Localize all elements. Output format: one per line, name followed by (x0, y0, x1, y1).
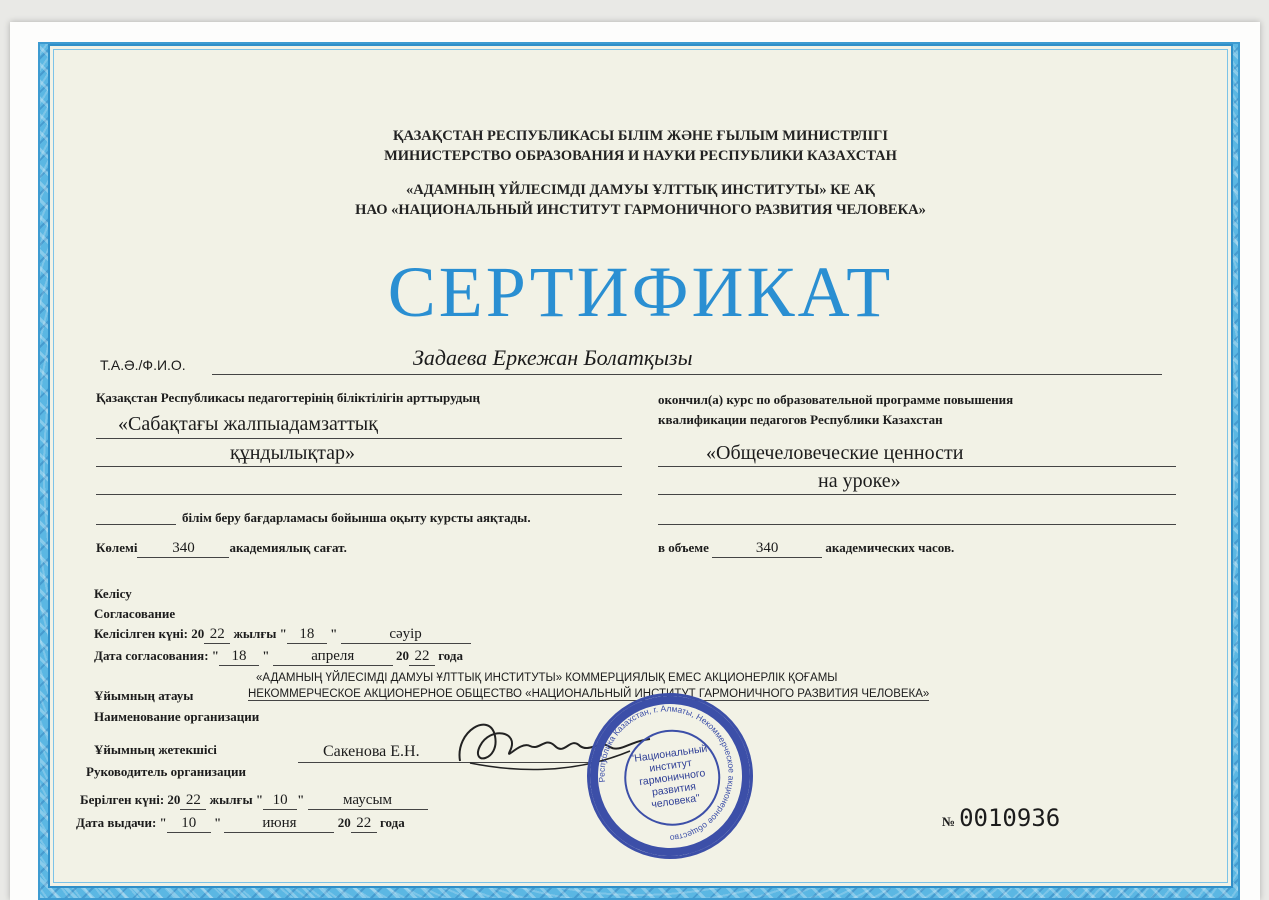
issue-date-kz-month: маусым (308, 792, 428, 810)
left-volume-value: 340 (137, 540, 229, 558)
institute-name-ru: НАО «НАЦИОНАЛЬНЫЙ ИНСТИТУТ ГАРМОНИЧНОГО РАЗВИТИЯ ЧЕЛОВЕКА» (355, 202, 926, 218)
issue-date-kz (80, 792, 428, 810)
issue-date-kz-year: 22 (180, 792, 206, 810)
issue-date-kz-mid: жылғы " (209, 792, 264, 807)
agreement-date-ru-century: 20 (395, 648, 409, 663)
left-volume (96, 540, 347, 558)
agreement-date-ru-quote: " (262, 648, 270, 663)
organization-name-ru: НЕКОММЕРЧЕСКОЕ АКЦИОНЕРНОЕ ОБЩЕСТВО «НАЦИОНАЛЬНЫЙ ИНСТИТУТ ГАРМОНИЧНОГО РАЗВИТИЯ ЧЕЛОВЕКА» (248, 688, 930, 700)
ministry-name-ru: МИНИСТЕРСТВО ОБРАЗОВАНИЯ И НАУКИ РЕСПУБЛИКИ КАЗАХСТАН (384, 148, 897, 164)
agreement-date-kz-month: сәуір (341, 626, 471, 644)
agreement-date-kz-label: Келісілген күні: 20 (94, 626, 205, 641)
seal-center-text: "Национальный институт гармоничного развития человека" (629, 742, 709, 811)
agreement-label-kz: Келісу (94, 586, 132, 601)
organization-name-kz: «АДАМНЫҢ ҮЙЛЕСІМДІ ДАМУЫ ҰЛТТЫҚ ИНСТИТУТЫ» КОММЕРЦИЯЛЫҚ ЕМЕС АКЦИОНЕРЛІК ҚОҒАМЫ (256, 672, 838, 684)
certificate-number-value: 0010936 (959, 804, 1061, 832)
recipient-underline (212, 374, 1162, 375)
organization-label-ru: Наименование организации (94, 709, 260, 724)
left-blank-line (96, 524, 176, 525)
recipient-label: Т.А.Ә./Ф.И.О. (100, 357, 186, 373)
right-course-line-3 (658, 524, 1176, 525)
agreement-date-ru-label: Дата согласования: " (94, 648, 219, 663)
agreement-date-kz-mid: жылғы " (233, 626, 287, 641)
agreement-date-kz-quote: " (330, 626, 338, 641)
agreement-date-kz (94, 626, 471, 644)
right-course-title-1: «Общечеловеческие ценности (706, 442, 964, 464)
left-volume-unit: академиялық сағат. (229, 540, 347, 555)
left-completed-text: білім беру бағдарламасы бойынша оқыту курсты аяқтады. (182, 510, 531, 525)
head-label-ru: Руководитель организации (86, 764, 246, 779)
seal-ring-textpath: Республика Казахстан, г. Алматы, Некоммерческое акционерное общество (596, 703, 737, 844)
issue-date-ru-year: 22 (351, 815, 377, 833)
right-course-line-1 (658, 466, 1176, 467)
left-course-line-2 (96, 466, 622, 467)
organization-label-kz: Ұйымның атауы (94, 688, 194, 703)
right-volume-value: 340 (712, 540, 822, 558)
certificate-number (942, 804, 1060, 832)
agreement-date-ru-day: 18 (219, 648, 259, 666)
issue-date-ru-century: 20 (337, 815, 351, 830)
issue-date-kz-quote: " (297, 792, 305, 807)
right-volume (658, 540, 954, 558)
issue-date-ru-suffix: года (379, 815, 405, 830)
issue-date-ru-day: 10 (167, 815, 211, 833)
left-intro: Қазақстан Республикасы педагогтерінің біліктілігін арттырудың (96, 390, 480, 405)
certificate-title: СЕРТИФИКАТ (387, 252, 894, 332)
issue-date-ru (76, 815, 405, 833)
left-course-title-2: құндылықтар» (230, 442, 356, 464)
issue-date-ru-month: июня (224, 815, 334, 833)
agreement-date-kz-year: 22 (204, 626, 230, 644)
right-course-line-2 (658, 494, 1176, 495)
left-course-line-1 (96, 438, 622, 439)
ministry-name-kz: ҚАЗАҚСТАН РЕСПУБЛИКАСЫ БІЛІМ ЖӘНЕ ҒЫЛЫМ МИНИСТРЛІГІ (393, 128, 888, 144)
left-course-line-3 (96, 494, 622, 495)
right-volume-unit: академических часов. (825, 540, 955, 555)
right-volume-label: в объеме (658, 540, 709, 555)
agreement-date-kz-day: 18 (287, 626, 327, 644)
certificate-number-prefix: № (942, 814, 956, 829)
agreement-label-ru: Согласование (94, 606, 176, 621)
head-label-kz: Ұйымның жетекшісі (94, 742, 217, 757)
right-intro-1: окончил(а) курс по образовательной программе повышения (658, 392, 1014, 407)
left-course-title-1: «Сабақтағы жалпыадамзаттық (118, 413, 378, 435)
issue-date-ru-label: Дата выдачи: " (76, 815, 167, 830)
left-volume-label: Көлемі (96, 540, 138, 555)
agreement-date-ru-year: 22 (409, 648, 435, 666)
agreement-date-ru (94, 648, 463, 666)
agreement-date-ru-suffix: года (438, 648, 463, 663)
head-name: Сакенова Е.Н. (323, 743, 420, 760)
issue-date-ru-quote: " (214, 815, 222, 830)
right-course-title-2: на уроке» (818, 470, 901, 492)
issue-date-kz-day: 10 (263, 792, 297, 810)
agreement-date-ru-month: апреля (273, 648, 393, 666)
recipient-name: Задаева Еркежан Болатқызы (413, 345, 693, 370)
institute-name-kz: «АДАМНЫҢ ҮЙЛЕСІМДІ ДАМУЫ ҰЛТТЫҚ ИНСТИТУТЫ» КЕ АҚ (405, 182, 876, 198)
right-intro-2: квалификации педагогов Республики Казахстан (658, 412, 943, 427)
issue-date-kz-label: Берілген күні: 20 (80, 792, 181, 807)
